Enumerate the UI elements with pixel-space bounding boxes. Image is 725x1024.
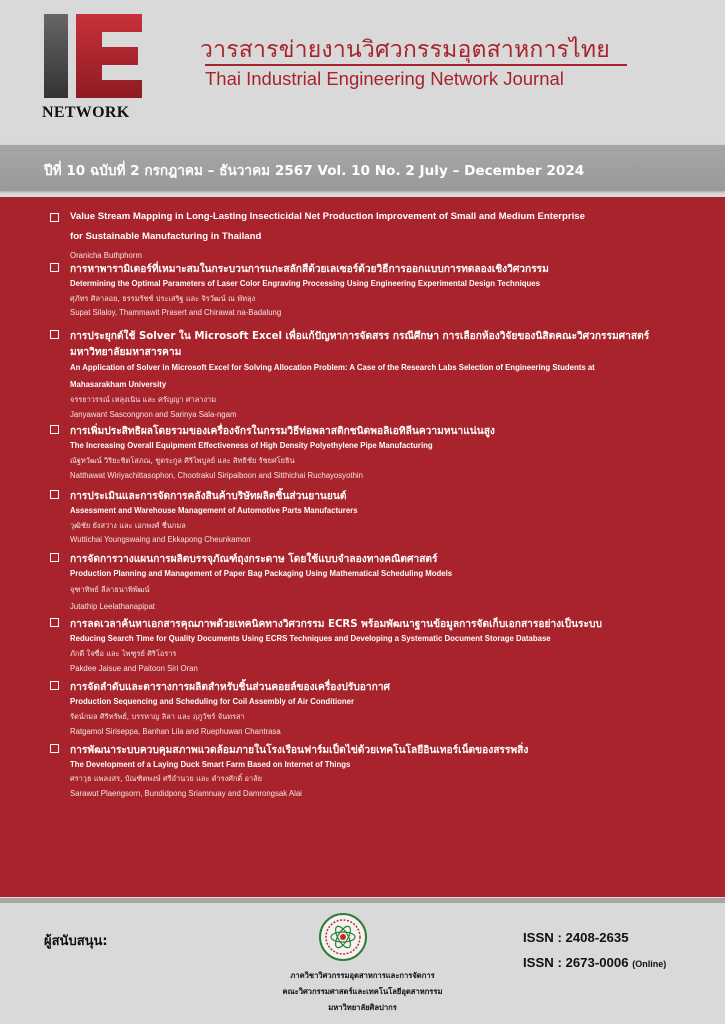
- article-authors-th: ศราวุธ แพลงสร, บัณฑิตพงษ์ ศรีอำนวย และ ดำรงศักดิ์ อาลัย: [70, 774, 262, 783]
- toc-item[interactable]: [50, 679, 690, 737]
- toc-item[interactable]: [50, 742, 690, 800]
- checkbox-icon: [50, 553, 59, 562]
- toc-item[interactable]: [50, 551, 690, 611]
- faculty-name: คณะวิศวกรรมศาสตร์และเทคโนโลยีอุตสาหกรรม: [282, 987, 443, 996]
- article-title-th: การหาพารามิเตอร์ที่เหมาะสมในกระบวนการแกะสลักสีด้วยเลเซอร์ด้วยวิธีการออกแบบการทดลองเชิงวิศวกรรม: [70, 264, 549, 275]
- journal-title-thai: วารสารข่ายงานวิศวกรรมอุตสาหการไทย: [200, 37, 610, 63]
- university-name: มหาวิทยาลัยศิลปากร: [328, 1003, 397, 1012]
- article-title-en: Production Sequencing and Scheduling for Coil Assembly of Air Conditioner: [70, 697, 355, 706]
- checkbox-icon: [50, 490, 59, 499]
- article-authors-th: รัตน์กมล ศิริทรัพย์, บรรหาญ ลิลา และ ฤภูวัชร์ จันทรสา: [70, 712, 245, 721]
- logo-network-text: NETWORK: [42, 104, 130, 121]
- article-authors-th: ณัฐทวัฒน์ วิริยะชิตโสภณ, ชูตระกูล ศิริไพบูลย์ และ สิทธิชัย รัชยศโยธิน: [70, 456, 295, 465]
- article-authors-en: Pakdee Jaisue and Paitoon Siri Oran: [70, 664, 198, 673]
- issn-print: ISSN : 2408-2635: [523, 930, 629, 945]
- toc-item[interactable]: [50, 328, 690, 418]
- article-title-en: The Increasing Overall Equipment Effectiveness of High Density Polyethylene Pipe Manufacturing: [70, 441, 433, 450]
- toc-item[interactable]: [50, 261, 690, 319]
- issue-line: ปีที่ 10 ฉบับที่ 2 กรกฎาคม – ธันวาคม 2567 Vol. 10 No. 2 July – December 2024: [44, 163, 585, 179]
- sponsor-label: ผู้สนับสนุน:: [44, 934, 108, 949]
- journal-title-english: Thai Industrial Engineering Network Journal: [205, 68, 564, 89]
- article-title-th: การประเมินและการจัดการคลังสินค้าบริษัทผลิตชิ้นส่วนยานยนต์: [70, 491, 347, 502]
- article-title-en: for Sustainable Manufacturing in Thailand: [70, 231, 262, 242]
- toc-item[interactable]: [50, 423, 690, 481]
- checkbox-icon: [50, 618, 59, 627]
- article-authors-en: Natthawat Wiriyachittasophon, Chootrakul Siripaiboon and Sitthichai Ruchayosyothin: [70, 471, 363, 480]
- article-title-th: การประยุกต์ใช้ Solver ใน Microsoft Excel เพื่อแก้ปัญหาการจัดสรร กรณีศึกษา การเลือกห้องวิจัยของนิสิตคณะวิศวกรรมศาสตร์: [70, 331, 650, 342]
- article-authors-th: ภักดี ใจซื่อ และ ไพฑูรย์ ศิริโอราร: [70, 649, 177, 658]
- article-title-th: การลดเวลาค้นหาเอกสารคุณภาพด้วยเทคนิคทางวิศวกรรม ECRS พร้อมพัฒนาฐานข้อมูลการจัดเก็บเอกสารอย่างเป็นระบบ: [70, 619, 602, 630]
- article-title-th: การเพิ่มประสิทธิผลโดยรวมของเครื่องจักรในกรรมวิธีท่อพลาสติกชนิดพอลิเอทิลีนความหนาแน่นสูง: [70, 426, 495, 437]
- article-authors-th: ศุภัทร ศิลาลอย, ธรรมรัชช์ ประเสริฐ และ จิรวัฒน์ ณ พัทลุง: [70, 294, 256, 303]
- article-title-en: Assessment and Warehouse Management of Automotive Parts Manufacturers: [70, 506, 358, 515]
- checkbox-icon: [50, 213, 59, 222]
- article-title-th: การจัดการวางแผนการผลิตบรรจุภัณฑ์ถุงกระดาษ โดยใช้แบบจำลองทางคณิตศาสตร์: [70, 554, 438, 565]
- article-authors-en: Sarawut Plaengsorn, Bundidpong Sriamnuay and Damrongsak Alai: [70, 789, 302, 798]
- article-title-th: มหาวิทยาลัยมหาสารคาม: [70, 347, 182, 358]
- issue-band: [0, 145, 725, 191]
- article-title-en: Mahasarakham University: [70, 380, 167, 389]
- article-authors-th: จุฑาทิพย์ ลีลาธนาพิพัฒน์: [70, 585, 150, 594]
- article-title-en: Determining the Optimal Parameters of Laser Color Engraving Processing Using Engineering Experimental Design Techniques: [70, 279, 540, 288]
- article-authors-en: Wuttichai Youngswaing and Ekkapong Cheunkamon: [70, 535, 251, 544]
- issn-online: [523, 955, 666, 970]
- article-authors-en: Ratgamol Siriseppa, Banhan Lila and Ruephuwan Chantrasa: [70, 727, 281, 736]
- cover-header: [0, 0, 725, 140]
- checkbox-icon: [50, 681, 59, 690]
- article-authors-th: วุฒิชัย ยังสว่าง และ เอกพงศ์ ชื่นกมล: [70, 521, 186, 530]
- article-authors-en: Janyawant Sascongnon and Sarinya Sala-ngam: [70, 410, 237, 419]
- toc-item[interactable]: [50, 616, 690, 674]
- article-authors-en: Jutathip Leelathanapipat: [70, 602, 155, 611]
- university-seal-icon: [318, 912, 368, 962]
- article-title-th: การจัดลำดับและตารางการผลิตสำหรับชิ้นส่วนคอยล์ของเครื่องปรับอากาศ: [70, 682, 391, 693]
- article-title-en: Reducing Search Time for Quality Documents Using ECRS Techniques and Developing a Systematic Document Storage Database: [70, 634, 551, 643]
- checkbox-icon: [50, 263, 59, 272]
- ie-logo-icon: [44, 14, 142, 98]
- issn-online-tag: (Online): [632, 959, 667, 969]
- article-authors-en: Oranicha Buthphorm: [70, 251, 142, 260]
- checkbox-icon: [50, 744, 59, 753]
- footer-divider: [0, 898, 725, 903]
- article-title-en: Production Planning and Management of Paper Bag Packaging Using Mathematical Scheduling Models: [70, 569, 453, 578]
- issn-online-number: ISSN : 2673-0006: [523, 955, 629, 970]
- article-title-en: The Development of a Laying Duck Smart Farm Based on Internet of Things: [70, 760, 351, 769]
- checkbox-icon: [50, 330, 59, 339]
- department-name: ภาควิชาวิศวกรรมอุตสาหการและการจัดการ: [290, 971, 435, 980]
- checkbox-icon: [50, 425, 59, 434]
- article-title-en: An Application of Solver in Microsoft Excel for Solving Allocation Problem: A Case of the Research Labs Selection of Engineering Students at: [70, 363, 595, 372]
- table-of-contents: [0, 197, 725, 897]
- article-title-th: การพัฒนาระบบควบคุมสภาพแวดล้อมภายในโรงเรือนฟาร์มเป็ดไข่ด้วยเทคโนโลยีอินเทอร์เน็ตของสรรพสิ่ง: [70, 745, 529, 756]
- article-authors-en: Supat Silaloy, Thammawit Prasert and Chirawat na-Badalung: [70, 308, 282, 317]
- article-title-en: Value Stream Mapping in Long-Lasting Insecticidal Net Production Improvement of Small and Medium Enterprise: [70, 211, 585, 222]
- article-authors-th: จรรยาวรรณ์ เหลุงเนิน และ ศรัญญา ศาลางาม: [70, 395, 217, 404]
- toc-item[interactable]: [50, 211, 690, 261]
- journal-title-rule: [205, 64, 627, 66]
- toc-item[interactable]: [50, 488, 690, 546]
